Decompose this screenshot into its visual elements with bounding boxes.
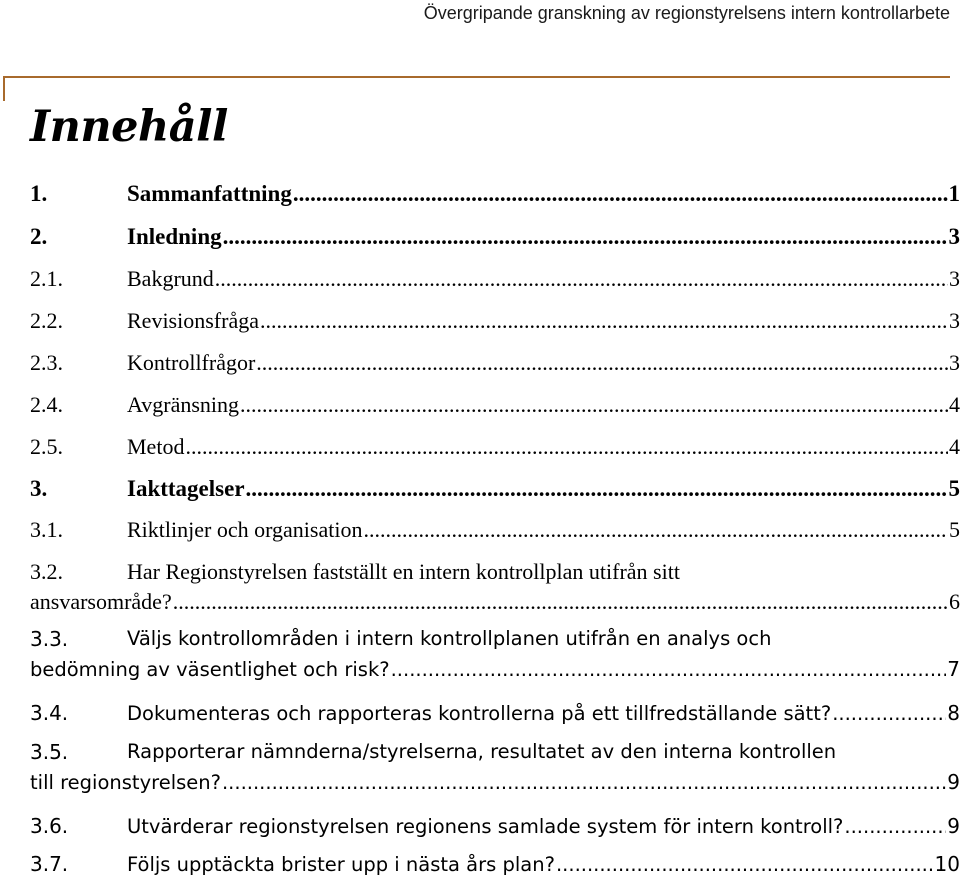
toc-entry-number: 3.4. — [30, 701, 69, 725]
toc-entry-title: Följs upptäckta brister upp i nästa års plan? — [127, 853, 555, 876]
dot-leader — [256, 348, 948, 378]
dot-leader — [185, 432, 948, 462]
header-rule — [3, 76, 950, 78]
toc-entry-page: 3 — [948, 224, 960, 249]
toc-entry-title-line2: ansvarsområde? — [30, 589, 172, 614]
toc-entry-page: 4 — [949, 434, 960, 459]
toc-entry-number: 3. — [30, 476, 48, 501]
dot-leader — [556, 850, 934, 880]
dot-leader — [246, 474, 948, 504]
dot-leader — [173, 587, 948, 617]
toc-entry-number: 3.3. — [30, 627, 69, 651]
toc-entry-number: 3.2. — [30, 559, 63, 584]
dot-leader — [240, 390, 948, 420]
toc-entry-title: Avgränsning — [127, 392, 240, 417]
toc-entry-number: 3.7. — [30, 852, 69, 876]
dot-leader — [363, 515, 948, 545]
toc-entry-page: 3 — [949, 308, 960, 333]
toc-entry-title-line2: till regionstyrelsen? — [30, 771, 221, 794]
toc-entry-title-line1: Rapporterar nämnderna/styrelserna, resultatet av den interna kontrollen — [127, 740, 837, 763]
toc-entry-page: 9 — [947, 770, 960, 794]
dot-leader — [391, 655, 947, 685]
toc-entry-title: Revisionsfråga — [127, 308, 259, 333]
toc-entry-title: Bakgrund — [127, 266, 214, 291]
toc-entry-page: 4 — [949, 392, 960, 417]
dot-leader — [293, 179, 948, 209]
header-rule-tick — [3, 76, 5, 101]
toc-entry-page: 3 — [949, 350, 960, 375]
toc-entry-number: 2. — [30, 224, 48, 249]
toc-entry-title: Metod — [127, 434, 185, 459]
toc-entry-number: 2.3. — [30, 350, 63, 375]
toc-entry-number: 1. — [30, 181, 48, 206]
toc-entry-page: 10 — [934, 852, 960, 876]
toc-entry-number: 3.6. — [30, 814, 69, 838]
toc-entry-page: 7 — [947, 657, 960, 681]
toc-entry-number: 2.2. — [30, 308, 63, 333]
toc-entry-title: Dokumenteras och rapporteras kontrollerna på ett tillfredställande sätt? — [127, 702, 832, 725]
toc-entry-title: Riktlinjer och organisation — [127, 517, 363, 542]
toc-entry-number: 2.5. — [30, 434, 63, 459]
dot-leader — [222, 768, 946, 798]
toc-entry-number: 3.1. — [30, 517, 63, 542]
toc-entry-title: Kontrollfrågor — [127, 350, 256, 375]
dot-leader — [223, 222, 948, 252]
toc-entry-page: 6 — [949, 589, 960, 614]
toc-entry-page: 9 — [947, 814, 960, 838]
toc-entry-title: Utvärderar regionstyrelsen regionens samlade system för intern kontroll? — [127, 815, 844, 838]
toc-entry-title-line1: Har Regionstyrelsen fastställt en intern kontrollplan utifrån sitt — [127, 559, 680, 584]
running-header: Övergripande granskning av regionstyrelsens intern kontrollarbete — [423, 3, 950, 23]
toc-entry-page: 3 — [949, 266, 960, 291]
toc-entry-number: 2.1. — [30, 266, 63, 291]
dot-leader — [844, 812, 946, 842]
toc-entry-number: 2.4. — [30, 392, 63, 417]
toc-entry-title: Sammanfattning — [127, 181, 292, 206]
toc-entry-title-line1: Väljs kontrollområden i intern kontrollplanen utifrån en analys och — [127, 627, 772, 650]
toc-entry-number: 3.5. — [30, 740, 69, 764]
toc-entry-page: 8 — [947, 701, 960, 725]
dot-leader — [215, 264, 948, 294]
toc-entry-page: 5 — [949, 517, 960, 542]
toc-entry-page: 5 — [948, 476, 960, 501]
dot-leader — [832, 699, 946, 729]
toc-entry-page: 1 — [948, 181, 960, 206]
dot-leader — [260, 306, 948, 336]
toc-entry-title-line2: bedömning av väsentlighet och risk? — [30, 658, 390, 681]
toc-entry-title: Inledning — [127, 224, 222, 249]
toc-entry-title: Iakttagelser — [127, 476, 245, 501]
toc-title: Innehåll — [30, 102, 228, 152]
